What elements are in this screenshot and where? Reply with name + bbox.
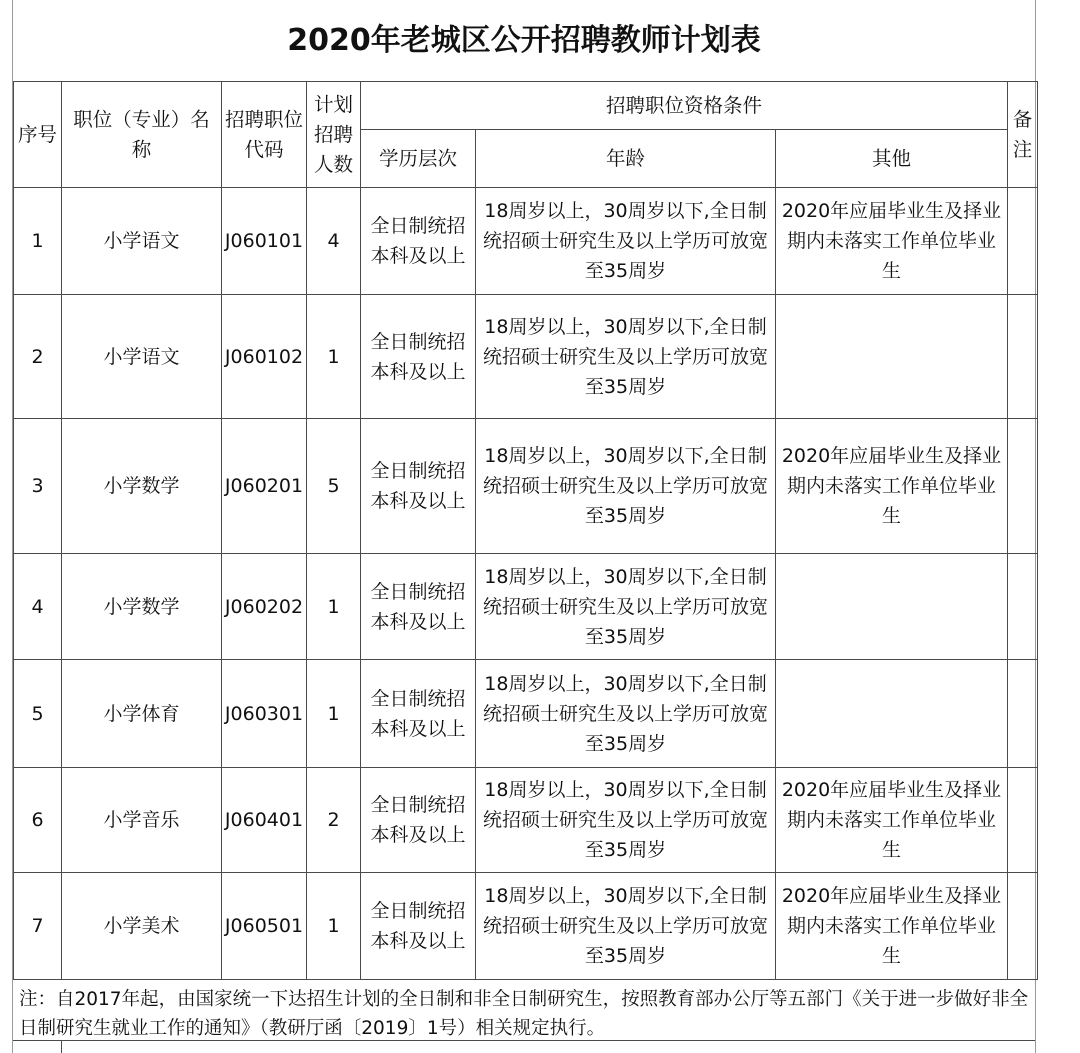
cell-seq: 4 bbox=[14, 554, 62, 660]
cell-position: 小学语文 bbox=[62, 188, 222, 295]
cell-age: 18周岁以上，30周岁以下,全日制统招硕士研究生及以上学历可放宽至35周岁 bbox=[476, 554, 776, 660]
cell-seq: 3 bbox=[14, 419, 62, 554]
header-count: 计划招聘人数 bbox=[307, 82, 361, 188]
cell-code: J060501 bbox=[222, 873, 307, 980]
header-other: 其他 bbox=[776, 130, 1008, 188]
table-row bbox=[14, 768, 1038, 873]
header-remarks: 备注 bbox=[1008, 82, 1038, 188]
header-education: 学历层次 bbox=[361, 130, 476, 188]
cell-code: J060401 bbox=[222, 768, 307, 873]
header-position: 职位（专业）名称 bbox=[62, 82, 222, 188]
table-row bbox=[14, 419, 1038, 554]
cell-position: 小学数学 bbox=[62, 419, 222, 554]
cell-other bbox=[776, 295, 1008, 419]
cell-position: 小学语文 bbox=[62, 295, 222, 419]
document-page bbox=[12, 0, 1036, 1053]
header-row-top bbox=[14, 82, 1038, 130]
cell-position: 小学数学 bbox=[62, 554, 222, 660]
table-row bbox=[14, 295, 1038, 419]
cell-remarks bbox=[1008, 188, 1038, 295]
cell-seq: 6 bbox=[14, 768, 62, 873]
cell-count: 4 bbox=[307, 188, 361, 295]
cell-age: 18周岁以上，30周岁以下,全日制统招硕士研究生及以上学历可放宽至35周岁 bbox=[476, 768, 776, 873]
footnote: 注：自2017年起，由国家统一下达招生计划的全日制和非全日制研究生，按照教育部办公厅等五部门《关于进一步做好非全日制研究生就业工作的通知》（教研厅函〔2019〕1号）相关规定执行。 bbox=[13, 979, 1035, 1041]
cell-age: 18周岁以上，30周岁以下,全日制统招硕士研究生及以上学历可放宽至35周岁 bbox=[476, 188, 776, 295]
cell-position: 小学体育 bbox=[62, 660, 222, 768]
table-row bbox=[14, 554, 1038, 660]
cell-remarks bbox=[1008, 419, 1038, 554]
cell-education: 全日制统招本科及以上 bbox=[361, 768, 476, 873]
cell-age: 18周岁以上，30周岁以下,全日制统招硕士研究生及以上学历可放宽至35周岁 bbox=[476, 873, 776, 980]
cell-code: J060301 bbox=[222, 660, 307, 768]
cell-code: J060102 bbox=[222, 295, 307, 419]
cell-age: 18周岁以上，30周岁以下,全日制统招硕士研究生及以上学历可放宽至35周岁 bbox=[476, 419, 776, 554]
cell-other: 2020年应届毕业生及择业期内未落实工作单位毕业生 bbox=[776, 873, 1008, 980]
page-title: 2020年老城区公开招聘教师计划表 bbox=[13, 0, 1035, 82]
header-seq: 序号 bbox=[14, 82, 62, 188]
cell-code: J060201 bbox=[222, 419, 307, 554]
cell-count: 1 bbox=[307, 660, 361, 768]
cell-education: 全日制统招本科及以上 bbox=[361, 873, 476, 980]
cell-education: 全日制统招本科及以上 bbox=[361, 660, 476, 768]
cell-remarks bbox=[1008, 660, 1038, 768]
cell-age: 18周岁以上，30周岁以下,全日制统招硕士研究生及以上学历可放宽至35周岁 bbox=[476, 295, 776, 419]
cell-count: 1 bbox=[307, 554, 361, 660]
cell-position: 小学美术 bbox=[62, 873, 222, 980]
recruitment-plan-table bbox=[13, 81, 1038, 980]
cell-education: 全日制统招本科及以上 bbox=[361, 419, 476, 554]
header-age: 年龄 bbox=[476, 130, 776, 188]
cell-count: 5 bbox=[307, 419, 361, 554]
cell-code: J060101 bbox=[222, 188, 307, 295]
cell-education: 全日制统招本科及以上 bbox=[361, 554, 476, 660]
header-code: 招聘职位代码 bbox=[222, 82, 307, 188]
cell-education: 全日制统招本科及以上 bbox=[361, 295, 476, 419]
cell-age: 18周岁以上，30周岁以下,全日制统招硕士研究生及以上学历可放宽至35周岁 bbox=[476, 660, 776, 768]
cell-seq: 7 bbox=[14, 873, 62, 980]
cell-remarks bbox=[1008, 873, 1038, 980]
header-qualifications: 招聘职位资格条件 bbox=[361, 82, 1008, 130]
cell-seq: 5 bbox=[14, 660, 62, 768]
cell-seq: 1 bbox=[14, 188, 62, 295]
table-row bbox=[14, 188, 1038, 295]
cell-other bbox=[776, 660, 1008, 768]
cell-other bbox=[776, 554, 1008, 660]
table-continuation-line bbox=[61, 1041, 62, 1053]
cell-position: 小学音乐 bbox=[62, 768, 222, 873]
cell-other: 2020年应届毕业生及择业期内未落实工作单位毕业生 bbox=[776, 188, 1008, 295]
cell-other: 2020年应届毕业生及择业期内未落实工作单位毕业生 bbox=[776, 419, 1008, 554]
cell-remarks bbox=[1008, 295, 1038, 419]
cell-count: 1 bbox=[307, 295, 361, 419]
cell-seq: 2 bbox=[14, 295, 62, 419]
cell-count: 2 bbox=[307, 768, 361, 873]
table-row bbox=[14, 660, 1038, 768]
cell-code: J060202 bbox=[222, 554, 307, 660]
cell-education: 全日制统招本科及以上 bbox=[361, 188, 476, 295]
cell-count: 1 bbox=[307, 873, 361, 980]
cell-remarks bbox=[1008, 554, 1038, 660]
cell-remarks bbox=[1008, 768, 1038, 873]
table-row bbox=[14, 873, 1038, 980]
cell-other: 2020年应届毕业生及择业期内未落实工作单位毕业生 bbox=[776, 768, 1008, 873]
